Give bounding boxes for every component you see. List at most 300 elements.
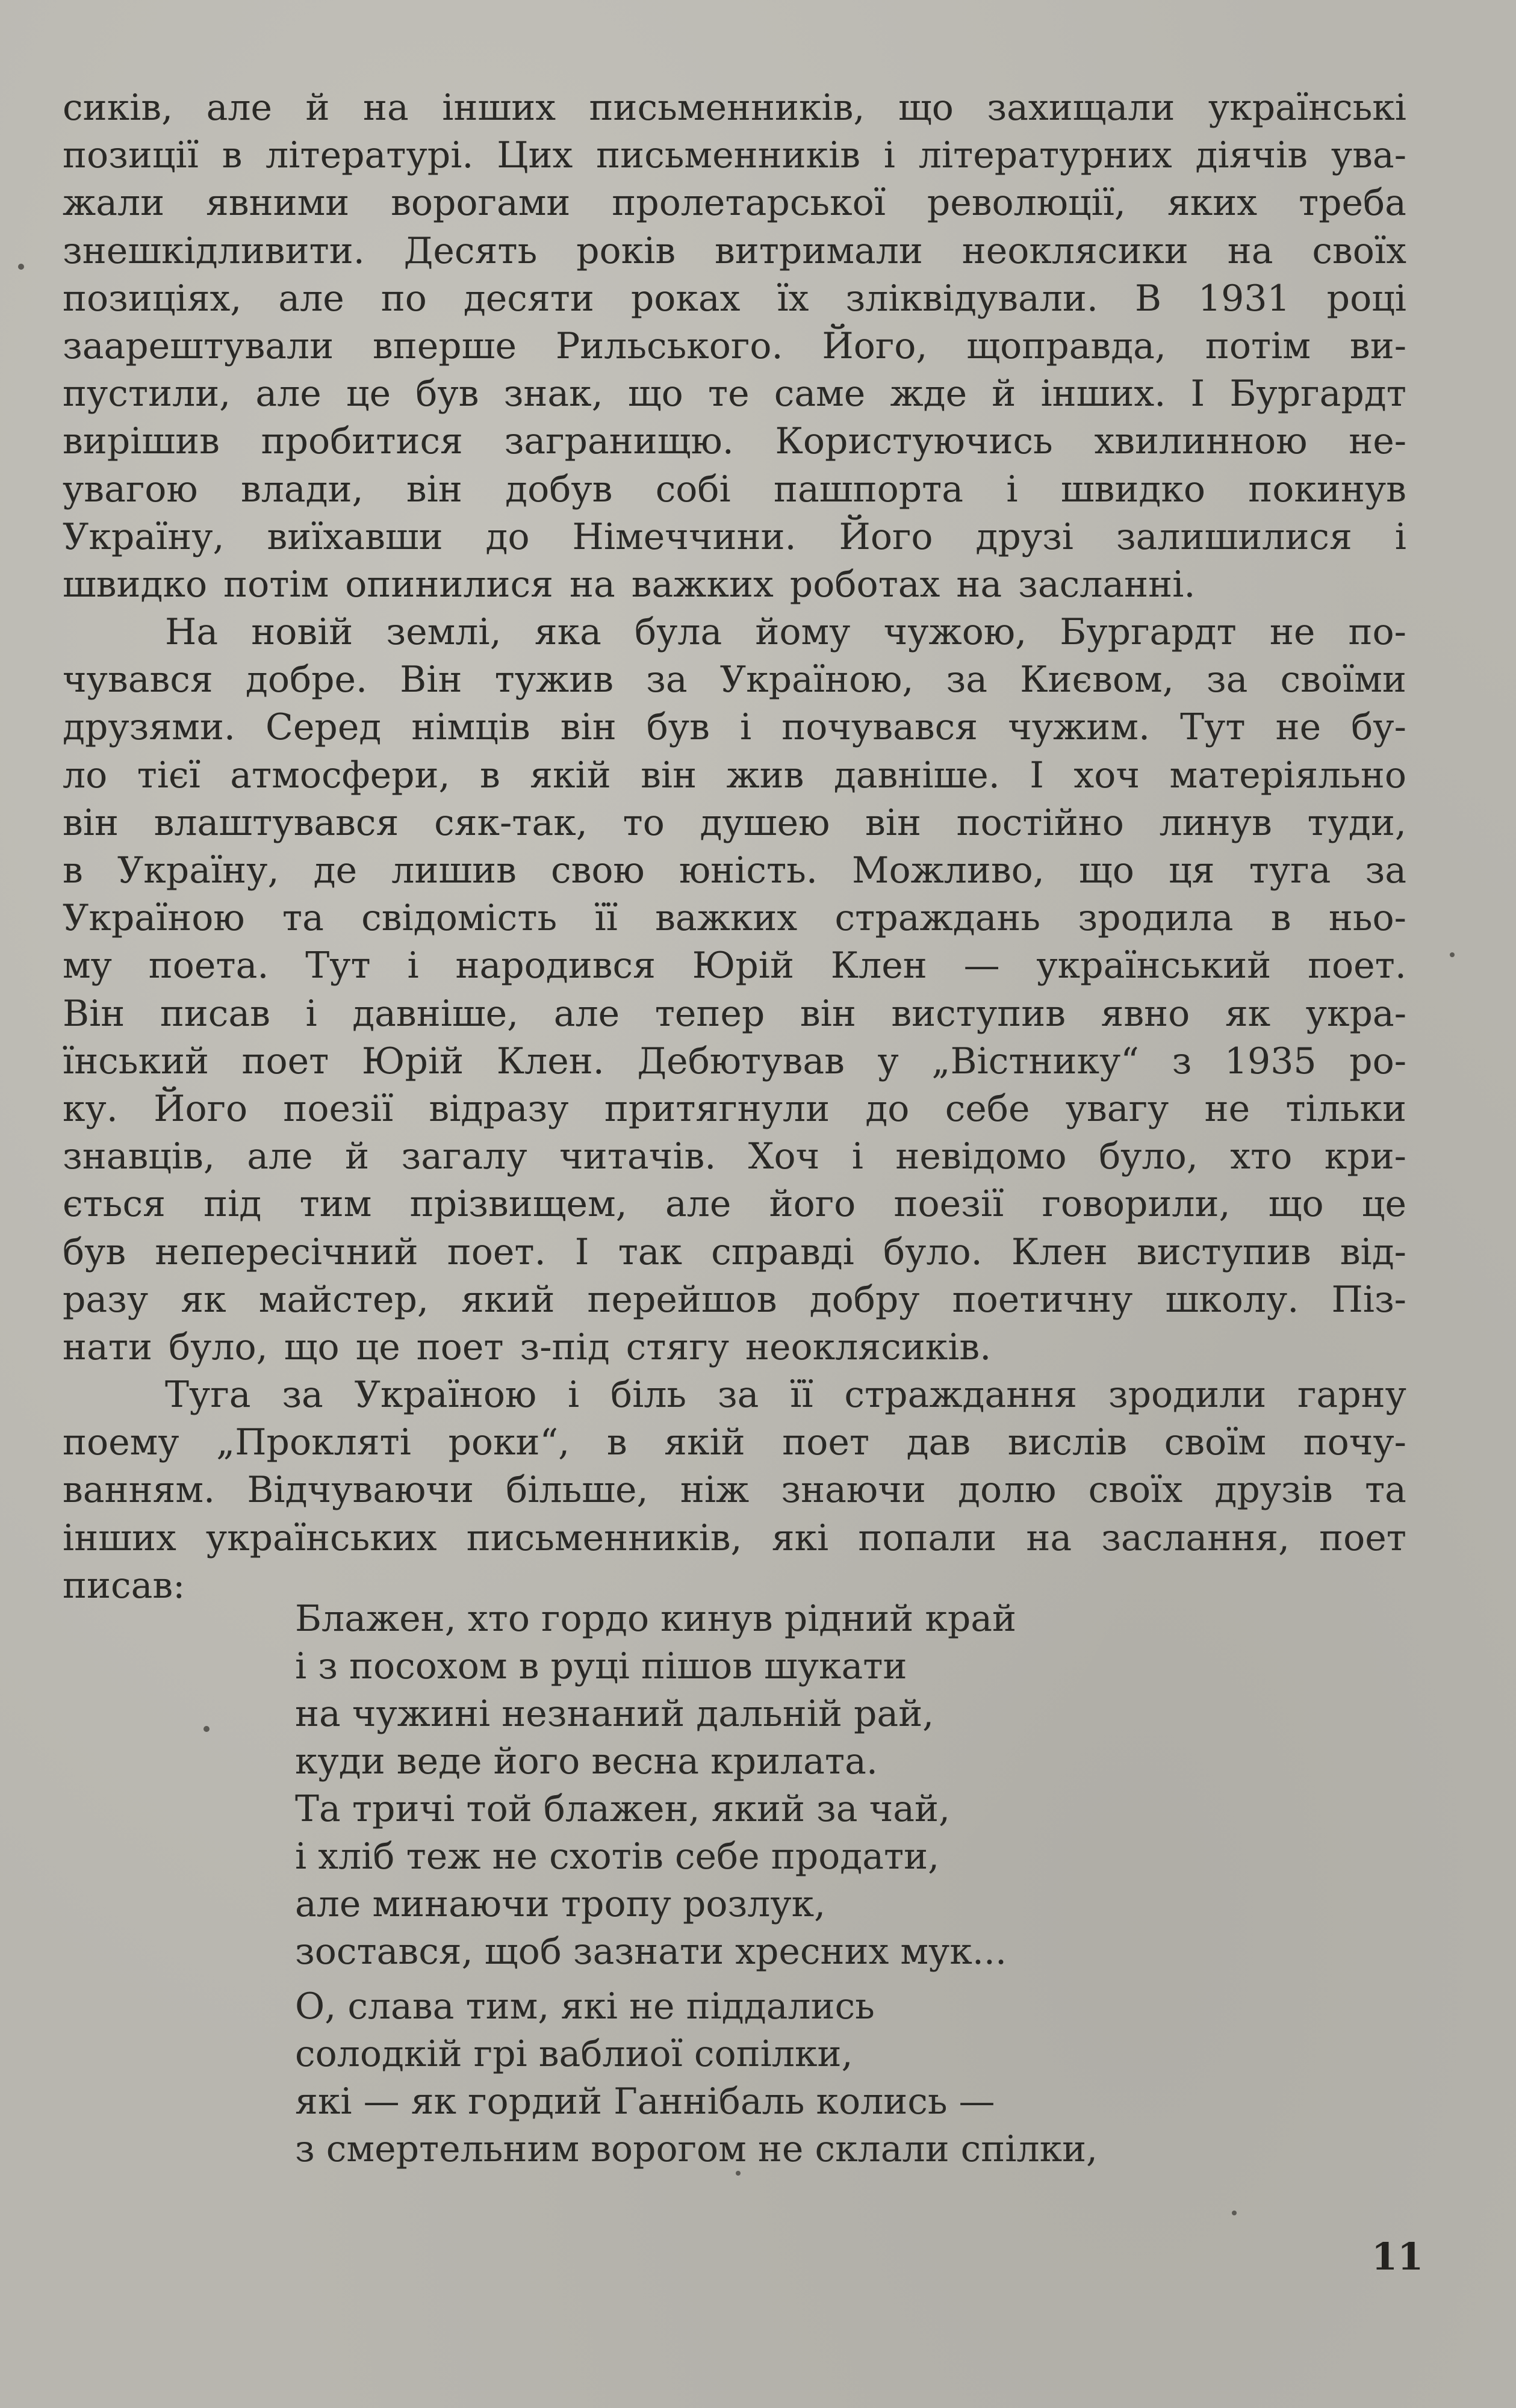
word: туди, [1307,801,1406,844]
word: що [627,373,683,415]
word: що [1268,1183,1324,1226]
word: й [992,373,1016,415]
word: літературі. [266,134,474,177]
word: було, [168,1326,268,1368]
word: роки“, [448,1421,570,1464]
word: перейшов [587,1278,777,1321]
word: він [63,801,119,844]
word: Клен. [496,1040,604,1082]
word: залишилися [1116,515,1352,558]
word: хвилинною [1094,420,1308,463]
word: Серед [266,706,382,749]
word: разу [63,1278,149,1321]
word: її [594,897,618,940]
word: йому [755,611,851,654]
word: увагу [1065,1087,1169,1130]
word: поет. [1308,945,1406,987]
word: це [355,1326,400,1368]
print-speck [1450,952,1455,957]
word: справді [711,1230,854,1273]
word: до [485,515,530,558]
word: на [1026,1516,1072,1559]
word: вперше [373,324,517,367]
word: давніше, [352,992,519,1035]
word: читачів. [559,1135,716,1178]
word: стягу [626,1326,730,1368]
word: хто [1230,1135,1293,1178]
word: був [415,373,479,415]
word: письменників, [466,1516,742,1559]
word: але [247,1135,313,1178]
word: Відчуваючи [247,1469,474,1512]
word: покинув [1248,468,1406,510]
word: в [479,754,500,796]
word: Клен [1011,1230,1108,1273]
word: загалу [401,1135,527,1178]
word: явно [1101,992,1190,1035]
word: своїми [1280,659,1406,701]
word: чужим. [1008,706,1151,749]
text-line [63,609,1406,656]
word: друзі [975,515,1073,558]
word: яких [1167,182,1258,225]
word: гарну [1297,1374,1406,1417]
word: ця [1169,849,1215,892]
word: бу- [1351,706,1406,749]
word: попали [858,1516,997,1559]
word: за [1206,659,1248,701]
word: знак, [503,373,603,415]
word: Україною [354,1374,537,1417]
word: за [946,659,988,701]
word: знаючи [781,1469,926,1512]
word: пустили, [63,373,231,415]
word: на [363,87,409,129]
word: виїхавши [267,515,443,558]
word: якій [530,754,611,796]
word: знешкідливити. [63,229,365,272]
word: те [707,373,750,415]
word: поет [782,1421,870,1464]
word: Його [154,1087,248,1130]
word: на [569,563,615,606]
verse-line: і хліб теж не схотів себе продати, [295,1835,940,1878]
word: саме [774,373,866,415]
word: землі, [386,611,502,654]
word: явними [205,182,350,225]
word: не- [1349,420,1406,463]
text-line [63,1038,1406,1085]
word: Туга [165,1374,251,1417]
word: друзів [1214,1469,1333,1512]
text-line [63,847,1406,895]
word: з-під [520,1326,610,1368]
print-speck [1232,2211,1237,2215]
word: українських [205,1516,437,1559]
word: школу. [1165,1278,1299,1321]
word: так [618,1230,683,1273]
word: неоклясики [961,229,1188,272]
word: в [606,1421,627,1464]
word: літературних [918,134,1172,177]
word: роботах [789,563,940,606]
word: поетичну [952,1278,1133,1321]
word: яка [534,611,601,654]
word: й [345,1135,370,1178]
word: Рильського. [555,324,783,367]
word: „Вістнику“ [931,1040,1139,1082]
word: народився [455,945,656,987]
word: увагою [63,468,198,510]
word: жив [726,754,804,796]
print-speck [203,1726,210,1732]
word: ува- [1331,134,1406,177]
verse-line: солодкій грі ваблиої сопілки, [295,2033,853,2075]
word: 1931 [1198,277,1290,320]
word: Бургардт [1060,611,1237,654]
word: у [877,1040,899,1082]
word: поет [241,1040,329,1082]
word: вирішив [63,420,220,463]
word: які [771,1516,829,1559]
word: але [278,277,344,320]
text-line [63,1515,1406,1562]
word: по- [1348,611,1406,654]
text-line [63,275,1406,323]
word: поезії [893,1183,1004,1226]
word: новій [251,611,353,654]
word: поет [1319,1516,1406,1559]
word: чувався [63,659,213,701]
word: влаштувався [154,801,399,844]
word: пролетарської [612,182,886,225]
paragraph [63,1371,1406,1610]
word: атмосфери, [230,754,450,796]
word: її [790,1374,813,1417]
word: до [865,1087,910,1130]
word: потім [1205,324,1311,367]
word: Україною, [719,659,914,701]
word: ку. [63,1087,118,1130]
text-line [63,466,1406,514]
word: Він [400,659,462,701]
word: було, [1099,1135,1198,1178]
verse-stanza [295,1983,1198,2173]
text-line [63,1229,1406,1276]
word: майстер, [258,1278,429,1321]
paragraph [63,84,1406,609]
verse-line: з смертельним ворогом не склали спілки, [295,2128,1098,2170]
text-line [63,1181,1406,1228]
word: але [206,87,273,129]
word: інших. [1040,373,1166,415]
text-line [63,1419,1406,1466]
word: поезії [283,1087,394,1130]
word: жали [63,182,165,225]
word: укра- [1305,992,1406,1035]
word: і [407,945,419,987]
word: та [282,897,324,940]
word: говорили, [1042,1183,1231,1226]
word: щоправда, [966,324,1166,367]
text-line [63,799,1406,847]
word: від- [1340,1230,1406,1273]
word: український [1036,945,1272,987]
word: поета. [148,945,269,987]
word: поет. [447,1230,546,1273]
word: як [181,1278,226,1321]
word: писав [160,992,270,1035]
word: в [222,134,243,177]
text-line [63,323,1406,370]
word: це [1361,1183,1406,1226]
word: не [1275,706,1322,749]
word: тужив [494,659,614,701]
word: вислів [1007,1421,1128,1464]
text-line [63,1133,1406,1181]
print-speck [736,2171,741,2176]
word: зродили [1108,1374,1267,1417]
word: Десять [403,229,538,272]
word: І [574,1230,589,1273]
word: Бургардт [1229,373,1406,415]
word: ро- [1349,1040,1406,1082]
word: Тут [1180,706,1246,749]
word: засланні. [1018,563,1196,606]
word: писав: [63,1564,185,1607]
word: Його [839,515,933,558]
text-line [63,179,1406,227]
word: як [1225,992,1271,1035]
word: Німеччини. [572,515,797,558]
word: зродила [1078,897,1234,940]
word: але [665,1183,732,1226]
word: швидко [1060,468,1205,510]
word: і [740,706,752,749]
word: але [255,373,322,415]
word: кри- [1324,1135,1406,1178]
word: прізвищем, [409,1183,627,1226]
verse-line: але минаючи тропу розлук, [295,1883,826,1925]
word: важких [631,563,774,606]
word: потім [223,563,329,606]
word: притягнули [604,1087,830,1130]
text-line [63,132,1406,179]
word: в [63,849,83,892]
word: був [63,1230,126,1273]
word: линув [1159,801,1272,844]
word: Клен [830,945,927,987]
word: заарештували [63,324,334,367]
word: десяти [463,277,594,320]
word: важких [655,897,798,940]
word: українські [1208,87,1406,129]
word: пашпорта [774,468,964,510]
word: „Прокляті [216,1421,411,1464]
word: який [461,1278,555,1321]
word: Юрій [361,1040,464,1082]
word: ло [63,754,108,796]
word: за [646,659,688,701]
word: було. [883,1230,983,1273]
word: він [406,468,462,510]
word: це [346,373,391,415]
word: — [963,945,1000,987]
word: Тут [305,945,371,987]
word: що [1079,849,1134,892]
word: дав [906,1421,971,1464]
word: сиків, [63,87,173,129]
verse-line: які — як гордий Ганнібаль колись — [295,2081,995,2123]
word: в [1270,897,1291,940]
word: їх [777,277,809,320]
word: загранищю. [504,420,734,463]
word: Користуючись [775,420,1053,463]
word: Він [63,992,125,1035]
word: поет [416,1326,504,1368]
word: році [1326,277,1406,320]
word: по [381,277,427,320]
word: що [898,87,954,129]
word: чужою, [883,611,1027,654]
word: свідомість [361,897,558,940]
verse-line: на чужині незнаний дальній рай, [295,1693,934,1735]
word: влади, [240,468,364,510]
text-line [63,1324,1406,1371]
verse-line: О, слава тим, які не піддались [295,1985,875,2028]
word: виступив [1137,1230,1311,1273]
word: своїм [1164,1421,1267,1464]
verse-line: Блажен, хто гордо кинув рідний край [295,1598,1017,1640]
word: швидко [63,563,208,606]
word: за [282,1374,323,1417]
text-line [63,1085,1406,1133]
text-line [63,514,1406,561]
word: ворогами [391,182,571,225]
text-line [63,752,1406,799]
word: діячів [1195,134,1308,177]
text-line [63,704,1406,751]
word: він [865,801,921,844]
word: страждання [844,1374,1078,1417]
word: виступив [891,992,1066,1035]
word: інших [442,87,556,129]
word: німців [411,706,530,749]
word: на [956,563,1002,606]
word: треба [1298,182,1406,225]
word: Дебютував [637,1040,845,1082]
word: і [1006,468,1018,510]
word: під [203,1183,262,1226]
word: давніше. [833,754,1000,796]
word: відразу [429,1087,569,1130]
word: роках [630,277,741,320]
word: років [576,229,676,272]
text-line [63,990,1406,1038]
word: собі [655,468,731,510]
word: та [1364,1469,1406,1512]
word: добре. [245,659,368,701]
word: він [641,754,697,796]
word: Україною [63,897,245,940]
word: тієї [137,754,200,796]
word: Юрій [692,945,794,987]
word: Його, [822,324,928,367]
word: 1935 [1224,1040,1317,1082]
word: нати [63,1326,152,1368]
word: страждань [834,897,1041,940]
text-line [63,942,1406,990]
word: добру [809,1278,920,1321]
word: поему [63,1421,179,1464]
word: тільки [1285,1087,1406,1130]
word: добув [505,468,613,510]
word: друзями. [63,706,235,749]
word: письменників [596,134,861,177]
word: на [1227,229,1273,272]
word: постійно [956,801,1124,844]
word: неоклясиків. [745,1326,992,1368]
word: опинилися [345,563,553,606]
word: пробитися [261,420,463,463]
print-speck [18,264,24,270]
word: туга [1249,849,1331,892]
stanza-gap [295,1976,1198,1983]
word: Можливо, [852,849,1045,892]
text-line [63,656,1406,704]
verse-line: куди веде його весна крилата. [295,1740,878,1783]
word: юність. [679,849,818,892]
word: і [851,1135,863,1178]
text-line [63,561,1406,609]
word: більше, [506,1469,648,1512]
prose-text [63,84,1406,1610]
word: себе [945,1087,1030,1130]
word: за [717,1374,759,1417]
paragraph [63,609,1406,1371]
word: долю [958,1469,1057,1512]
word: позиції [63,134,199,177]
word: своїх [1312,229,1406,272]
word: І [1030,754,1044,796]
word: невідомо [895,1135,1067,1178]
word: і [305,992,317,1035]
word: й [305,87,330,129]
word: захищали [987,87,1175,129]
word: І [1190,373,1205,415]
word: непересічний [155,1230,418,1273]
word: Цих [497,134,573,177]
word: почувався [781,706,978,749]
word: знавців, [63,1135,215,1178]
word: його [769,1183,856,1226]
word: і [883,134,895,177]
word: ніж [680,1469,750,1512]
page-number: 11 [1372,2235,1424,2279]
text-line [63,418,1406,465]
text-line [63,228,1406,275]
word: письменників, [589,87,865,129]
verse-line: зостався, щоб зазнати хресних мук... [295,1931,1007,1973]
word: був [646,706,710,749]
word: їнський [63,1040,209,1082]
word: де [313,849,358,892]
word: за [1365,849,1406,892]
word: витримали [714,229,923,272]
word: свою [551,849,645,892]
text-line [63,84,1406,132]
word: му [63,945,112,987]
